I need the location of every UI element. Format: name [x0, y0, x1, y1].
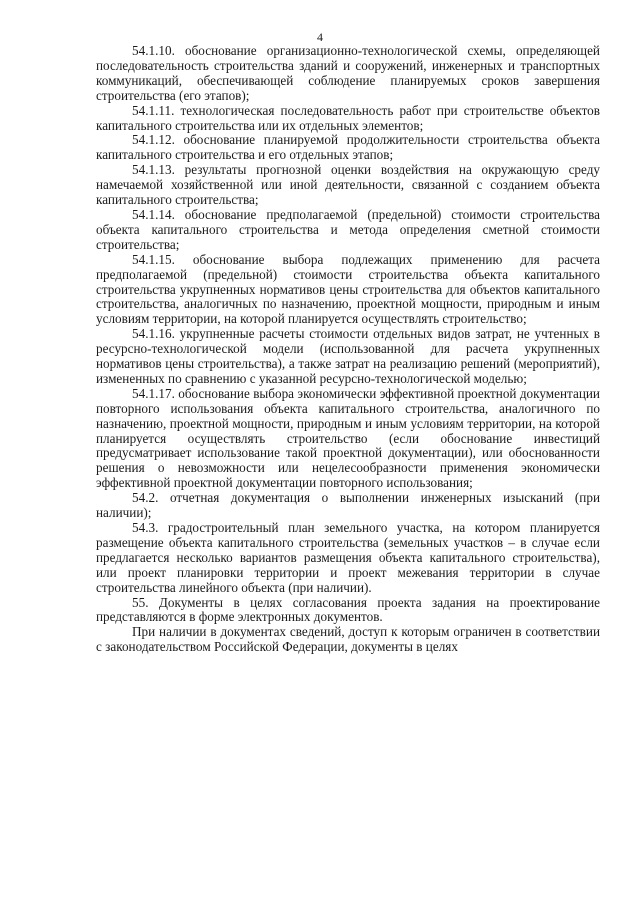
paragraph-54-1-16: 54.1.16. укрупненные расчеты стоимости отдельных видов затрат, не учтенных в ресурсно-технологической модели (использованной для расчета укрупненных нормативов цены строительства), а также затрат на реализацию решений (мероприятий), измененных по сравнению с указанной ресурсно-технологической моделью;	[96, 326, 600, 386]
paragraph-restricted-info: При наличии в документах сведений, доступ к которым ограничен в соответствии с законодательством Российской Федерации, документы в целях	[96, 624, 600, 655]
paragraph-54-1-14: 54.1.14. обоснование предполагаемой (предельной) стоимости строительства объекта капитального строительства и метода определения сметной стоимости строительства;	[96, 206, 600, 252]
paragraph-54-1-13: 54.1.13. результаты прогнозной оценки воздействия на окружающую среду намечаемой хозяйственной или иной деятельности, связанной с созданием объекта капитального строительства;	[96, 162, 600, 208]
paragraph-54-2: 54.2. отчетная документация о выполнении инженерных изысканий (при наличии);	[96, 490, 600, 521]
page-number: 4	[317, 30, 323, 44]
paragraph-54-3: 54.3. градостроительный план земельного участка, на котором планируется размещение объекта капитального строительства (земельных участков – в случае если предлагается несколько вариантов размещения объекта капитального строительства), или проект планировки территории и проект межевания территории в случае строительства линейного объекта (при наличии).	[96, 520, 600, 595]
paragraph-54-1-12: 54.1.12. обоснование планируемой продолжительности строительства объекта капитального строительства и его отдельных этапов;	[96, 132, 600, 163]
paragraph-55: 55. Документы в целях согласования проекта задания на проектирование представляются в форме электронных документов.	[96, 594, 600, 625]
paragraph-54-1-10: 54.1.10. обоснование организационно-технологической схемы, определяющей последовательность строительства зданий и сооружений, инженерных и транспортных коммуникаций, обеспечивающей соблюдение планируемых сроков завершения строительства (его этапов);	[96, 43, 600, 103]
document-body	[96, 44, 600, 655]
paragraph-54-1-11: 54.1.11. технологическая последовательность работ при строительстве объектов капитального строительства или их отдельных элементов;	[96, 102, 600, 133]
paragraph-54-1-17: 54.1.17. обоснование выбора экономически эффективной проектной документации повторного использования объекта капитального строительства, аналогичного по назначению, проектной мощности, природным и иным условиям территории, на которой планируется осуществлять строительство (если обоснование инвестиций предусматривает использование такой проектной документации), или обоснованности решения о невозможности или нецелесообразности применения экономически эффективной проектной документации повторного использования;	[96, 385, 600, 491]
paragraph-54-1-15: 54.1.15. обоснование выбора подлежащих применению для расчета предполагаемой (предельной) стоимости строительства объекта капитального строительства укрупненных нормативов цены строительства для объектов капитального строительства, аналогичных по назначению, проектной мощности, природным и иным условиям территории, на которой планируется осуществлять строительство;	[96, 251, 600, 327]
